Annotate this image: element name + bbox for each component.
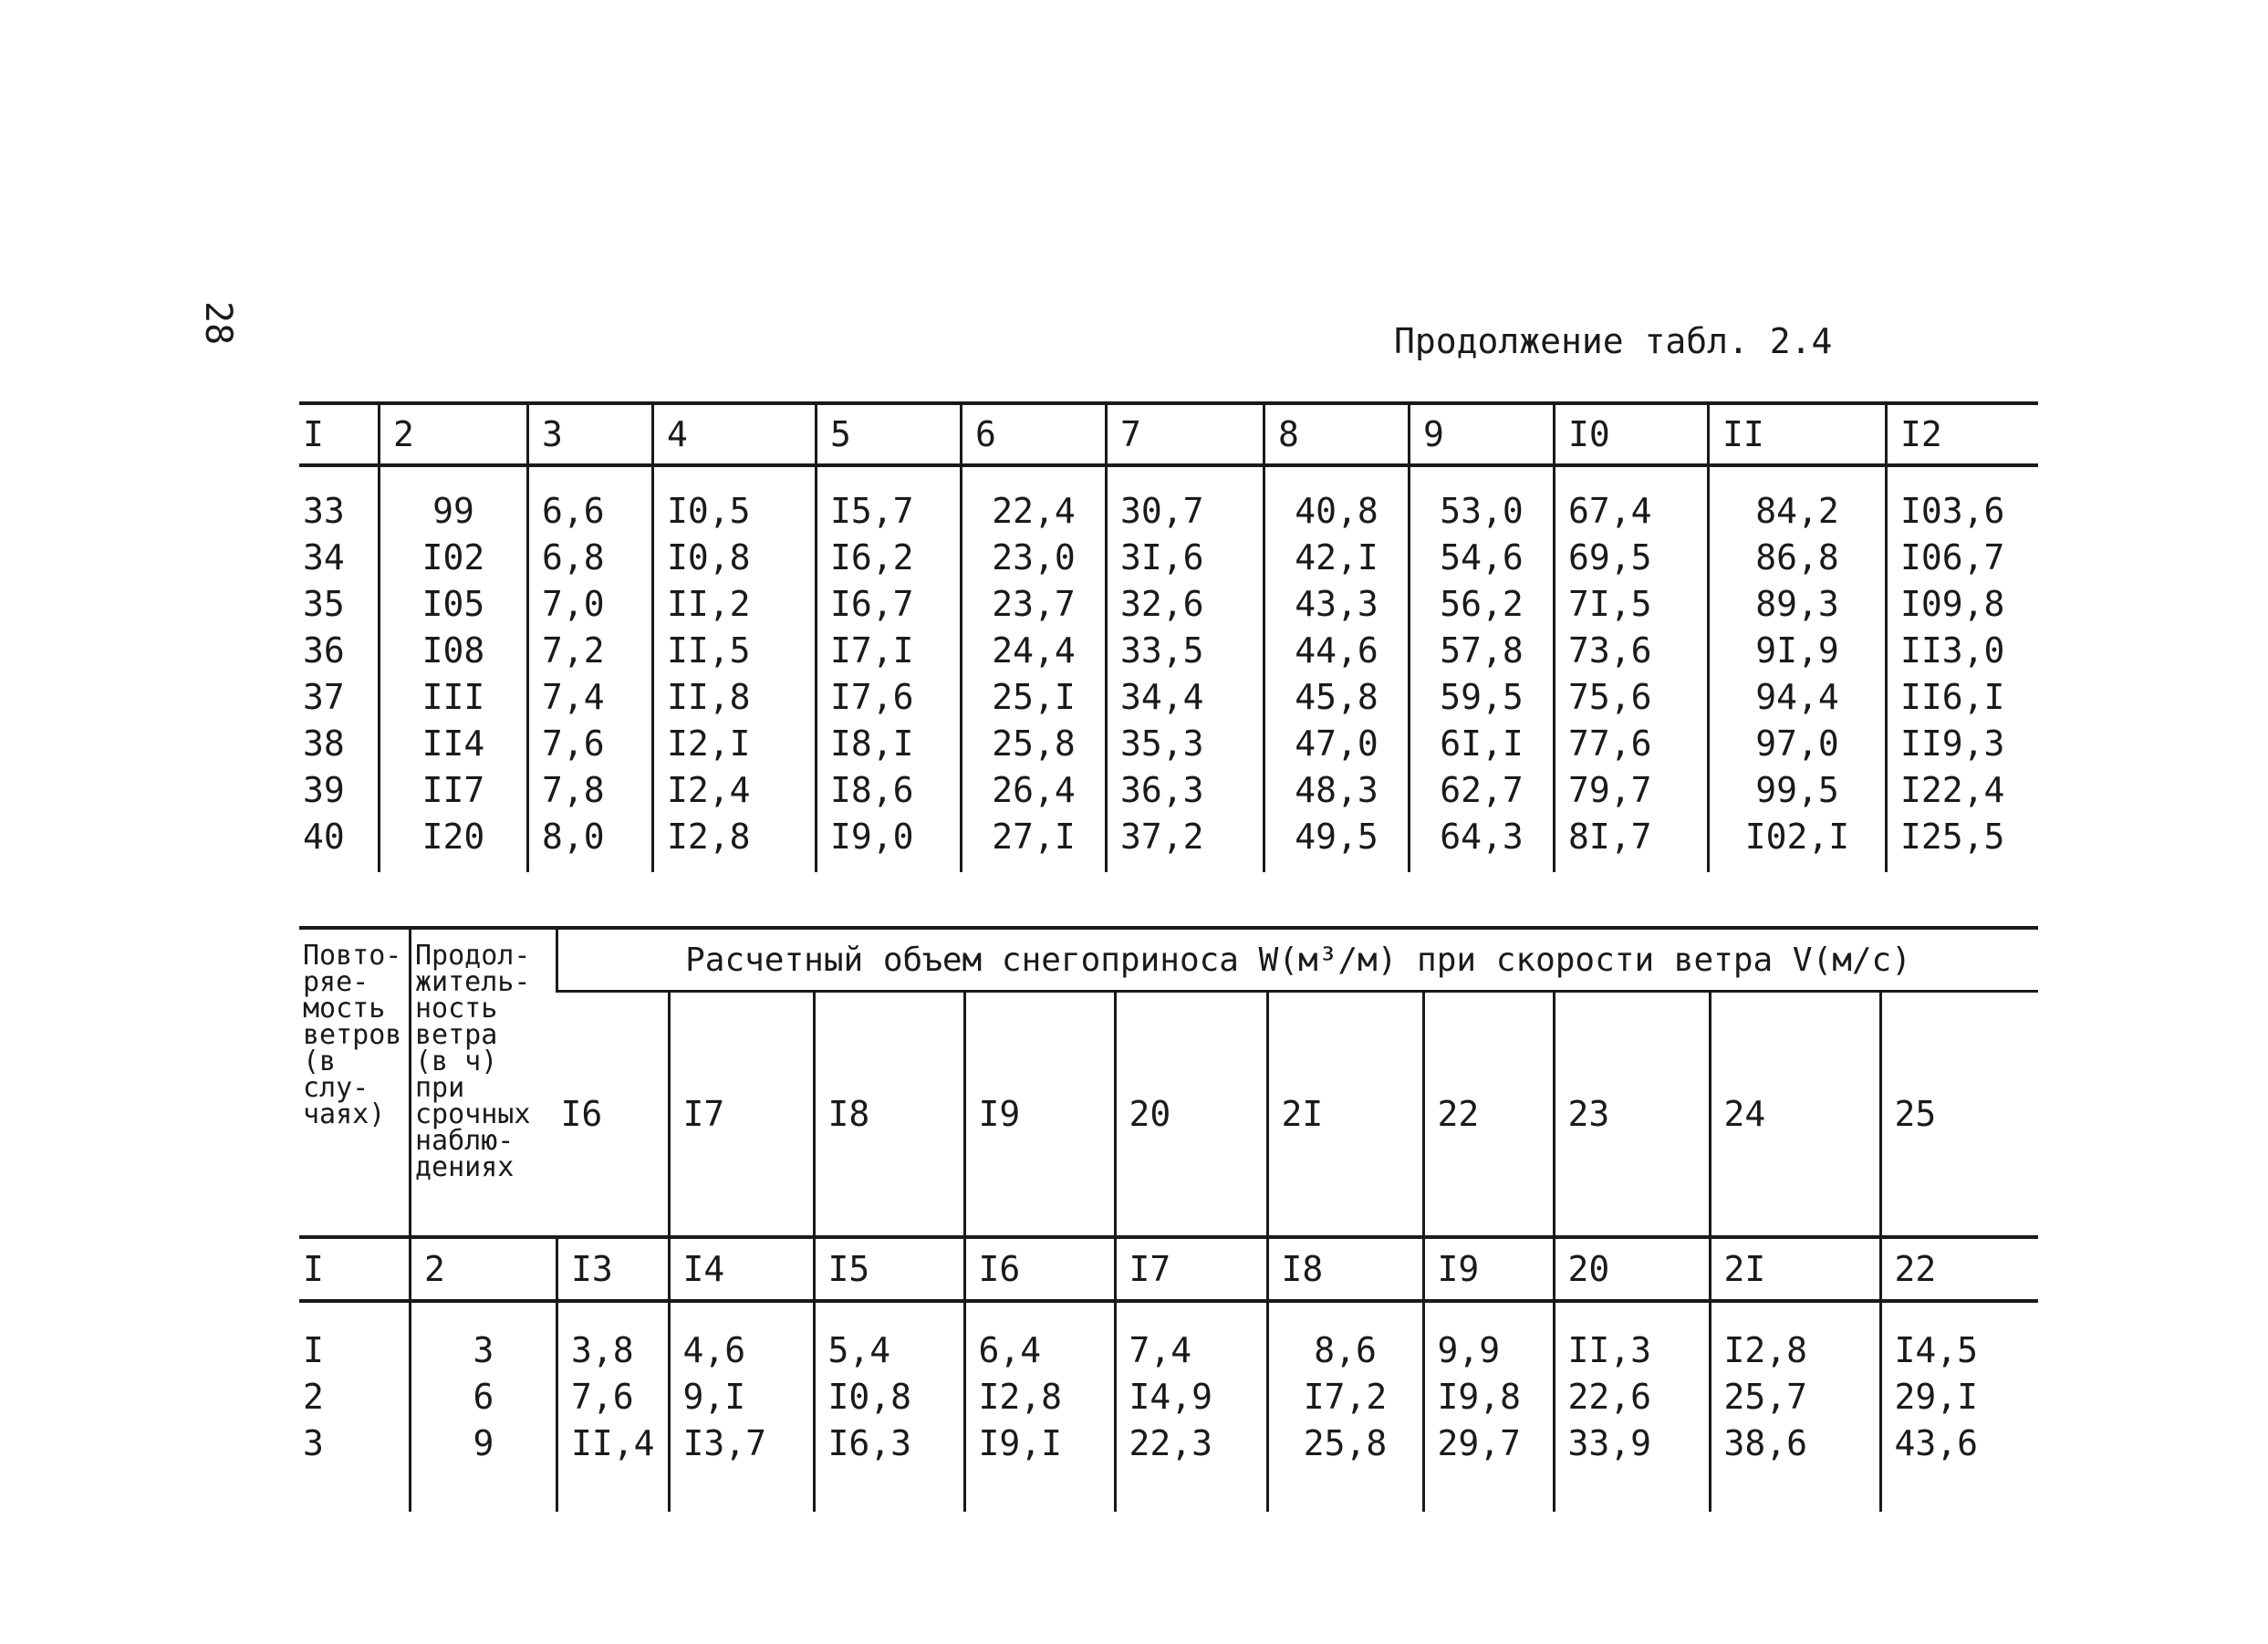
col-header: 3 (528, 403, 653, 465)
speed-header: I6 (560, 1094, 603, 1134)
table-cell: I5,7 (817, 465, 962, 534)
col-header-duration: Продол- житель- ность ветра (в ч) при срочных наблю- дениях (411, 928, 557, 1237)
table-cell: II9,3 (1887, 720, 2039, 766)
table-cell: I02,I (1709, 813, 1887, 872)
table-cell: 7,4 (528, 673, 653, 720)
table-cell: 79,7 (1555, 766, 1709, 813)
col-header: 8 (1264, 403, 1410, 465)
table-cell: 39 (303, 769, 345, 810)
table-cell: 25,I (962, 673, 1107, 720)
table-cell: 38,6 (1710, 1420, 1880, 1512)
col-header: I0 (1555, 403, 1709, 465)
table-cell: 67,4 (1555, 465, 1709, 534)
col-header: II (1709, 403, 1887, 465)
table-cell: 3I,6 (1107, 534, 1264, 580)
table-cell: 7I,5 (1555, 580, 1709, 627)
column-number: I8 (1267, 1237, 1423, 1301)
table-cell: 47,0 (1264, 720, 1410, 766)
table-cell: I2,4 (653, 766, 817, 813)
table-cell: 26,4 (962, 766, 1107, 813)
table-cell: 59,5 (1410, 673, 1555, 720)
table-cell: 40 (303, 816, 345, 857)
col-header-repeatability: Повто- ряе- мость ветров (в слу- чаях) (303, 940, 402, 1130)
table-row (299, 813, 2038, 872)
table-cell: 9I,9 (1709, 627, 1887, 673)
header-row-speeds (299, 992, 2038, 1238)
table-cell: 6 (411, 1373, 557, 1420)
table-cell: 42,I (1264, 534, 1410, 580)
table-cell: I4,9 (1115, 1373, 1267, 1420)
table-cell: 36 (303, 630, 345, 671)
table-cell: 29,I (1880, 1373, 2038, 1420)
table-cell: I09,8 (1887, 580, 2039, 627)
table-cell: 25,8 (1267, 1420, 1423, 1512)
table-cell: 34 (303, 536, 345, 577)
column-number: 2I (1710, 1237, 1880, 1301)
table-cell: 94,4 (1709, 673, 1887, 720)
header-row-title (299, 928, 2038, 992)
column-number: 20 (1554, 1237, 1710, 1301)
table-cell: I05 (380, 580, 528, 627)
table-cell: 27,I (962, 813, 1107, 872)
table-cell: 53,0 (1410, 465, 1555, 534)
table-cell: 57,8 (1410, 627, 1555, 673)
table-cell: 6,8 (528, 534, 653, 580)
table-cell: 22,3 (1115, 1420, 1267, 1512)
table-cell: 45,8 (1264, 673, 1410, 720)
table-cell: 7,6 (528, 720, 653, 766)
col-header: 7 (1107, 403, 1264, 465)
col-header: I2 (1887, 403, 2039, 465)
speed-header: I8 (814, 992, 964, 1238)
table-cell: 36,3 (1107, 766, 1264, 813)
table-cell: 75,6 (1555, 673, 1709, 720)
table-cell: 7,2 (528, 627, 653, 673)
speed-header: 20 (1115, 992, 1267, 1238)
table-cell: I02 (380, 534, 528, 580)
speed-header: 23 (1554, 992, 1710, 1238)
table-cell: I3,7 (669, 1420, 814, 1512)
table-row (299, 580, 2038, 627)
col-header: 9 (1410, 403, 1555, 465)
table-row (299, 1301, 2038, 1373)
table-cell: 5,4 (814, 1301, 964, 1373)
table-row (299, 673, 2038, 720)
table-cell: I2,8 (653, 813, 817, 872)
speed-header: 2I (1267, 992, 1423, 1238)
table-lower (299, 926, 2038, 1512)
speed-header: 22 (1423, 992, 1554, 1238)
table-cell: 64,3 (1410, 813, 1555, 872)
table-cell: 37,2 (1107, 813, 1264, 872)
page-number: 28 (197, 301, 239, 346)
table-cell: I08 (380, 627, 528, 673)
table-cell: I7,2 (1267, 1373, 1423, 1420)
col-header: 5 (817, 403, 962, 465)
table-cell: I06,7 (1887, 534, 2039, 580)
table-cell: II3,0 (1887, 627, 2039, 673)
speed-header: 24 (1710, 992, 1880, 1238)
table-cell: I7,I (817, 627, 962, 673)
table-cell: 44,6 (1264, 627, 1410, 673)
table-cell: 89,3 (1709, 580, 1887, 627)
table-cell: 3,8 (557, 1301, 670, 1373)
table-cell: I0,8 (653, 534, 817, 580)
table-cell: 24,4 (962, 627, 1107, 673)
table-row (299, 465, 2038, 534)
speed-header: I7 (669, 992, 814, 1238)
table-cell: 33,5 (1107, 627, 1264, 673)
table-cell: 23,0 (962, 534, 1107, 580)
table-cell: 6,4 (964, 1301, 1115, 1373)
table-cell: I6,3 (814, 1420, 964, 1512)
table-cell: I9,0 (817, 813, 962, 872)
table-cell: 73,6 (1555, 627, 1709, 673)
table-cell: 7,6 (557, 1373, 670, 1420)
table-cell: 7,4 (1115, 1301, 1267, 1373)
table-cell: I6,7 (817, 580, 962, 627)
table-cell: II6,I (1887, 673, 2039, 720)
table-cell: 29,7 (1423, 1420, 1554, 1512)
table-cell: 84,2 (1709, 465, 1887, 534)
column-number: 2 (411, 1237, 557, 1301)
table-cell: 7,8 (528, 766, 653, 813)
column-number: I7 (1115, 1237, 1267, 1301)
table-cell: 6I,I (1410, 720, 1555, 766)
table-cell: I2,I (653, 720, 817, 766)
table-cell: 40,8 (1264, 465, 1410, 534)
column-number: 22 (1880, 1237, 2038, 1301)
col-header: I (303, 414, 324, 454)
table-cell: I20 (380, 813, 528, 872)
table-cell: 25,7 (1710, 1373, 1880, 1420)
table-cell: I8,I (817, 720, 962, 766)
table-cell: 35 (303, 583, 345, 624)
table-cell: II,3 (1554, 1301, 1710, 1373)
col-header: 4 (653, 403, 817, 465)
table-cell: 38 (303, 723, 345, 764)
table-cell: 43,6 (1880, 1420, 2038, 1512)
table-cell: 48,3 (1264, 766, 1410, 813)
table-cell: 49,5 (1264, 813, 1410, 872)
span-header-snow-volume: Расчетный объем снегоприноса W(м³/м) при скорости ветра V(м/с) (557, 928, 2039, 992)
table-cell: I0,5 (653, 465, 817, 534)
table-cell: I2,8 (964, 1373, 1115, 1420)
table-cell: III (380, 673, 528, 720)
column-number: I4 (669, 1237, 814, 1301)
column-number: I5 (814, 1237, 964, 1301)
table-cell: II,4 (557, 1420, 670, 1512)
table-cell: 37 (303, 676, 345, 717)
table-cell: I0,8 (814, 1373, 964, 1420)
table-row (299, 534, 2038, 580)
table-cell: 9,I (669, 1373, 814, 1420)
column-number: I (303, 1249, 324, 1289)
table-cell: I2,8 (1710, 1301, 1880, 1373)
table-upper (299, 401, 2038, 872)
table-cell: 7,0 (528, 580, 653, 627)
table-cell: 56,2 (1410, 580, 1555, 627)
table-row (299, 1420, 2038, 1512)
header-row (299, 403, 2038, 465)
table-cell: 9 (411, 1420, 557, 1512)
table-cell: 99 (380, 465, 528, 534)
table-cell: 8,6 (1267, 1301, 1423, 1373)
table-cell: I7,6 (817, 673, 962, 720)
table-cell: 22,4 (962, 465, 1107, 534)
table-cell: 33 (303, 490, 345, 531)
table-cell: 3 (303, 1422, 324, 1463)
table-cell: II,2 (653, 580, 817, 627)
table-cell: I (303, 1329, 324, 1370)
column-number: I9 (1423, 1237, 1554, 1301)
table-cell: 97,0 (1709, 720, 1887, 766)
speed-header: 25 (1880, 992, 2038, 1238)
table-cell: 34,4 (1107, 673, 1264, 720)
table-cell: 33,9 (1554, 1420, 1710, 1512)
column-number: I3 (557, 1237, 670, 1301)
table-cell: I8,6 (817, 766, 962, 813)
table-cell: II7 (380, 766, 528, 813)
table-cell: I4,5 (1880, 1301, 2038, 1373)
table-cell: 3 (411, 1301, 557, 1373)
table-cell: 32,6 (1107, 580, 1264, 627)
column-number: I6 (964, 1237, 1115, 1301)
table-cell: 25,8 (962, 720, 1107, 766)
table-cell: 54,6 (1410, 534, 1555, 580)
table-cell: 43,3 (1264, 580, 1410, 627)
table-cell: I9,8 (1423, 1373, 1554, 1420)
table-row (299, 766, 2038, 813)
table-cell: 8I,7 (1555, 813, 1709, 872)
col-header: 6 (962, 403, 1107, 465)
header-row-column-numbers (299, 1237, 2038, 1301)
table-row (299, 1373, 2038, 1420)
table-cell: 2 (303, 1376, 324, 1417)
table-row (299, 720, 2038, 766)
table-caption: Продолжение табл. 2.4 (1394, 321, 1833, 361)
table-cell: II4 (380, 720, 528, 766)
table-cell: 62,7 (1410, 766, 1555, 813)
table-cell: 35,3 (1107, 720, 1264, 766)
table-cell: 86,8 (1709, 534, 1887, 580)
table-cell: I9,I (964, 1420, 1115, 1512)
table-cell: 9,9 (1423, 1301, 1554, 1373)
table-cell: 69,5 (1555, 534, 1709, 580)
table-cell: 22,6 (1554, 1373, 1710, 1420)
table-row (299, 627, 2038, 673)
table-cell: I22,4 (1887, 766, 2039, 813)
table-cell: 4,6 (669, 1301, 814, 1373)
table-cell: II,5 (653, 627, 817, 673)
speed-header: I9 (964, 992, 1115, 1238)
table-cell: 99,5 (1709, 766, 1887, 813)
table-cell: I6,2 (817, 534, 962, 580)
table-cell: 77,6 (1555, 720, 1709, 766)
table-cell: 30,7 (1107, 465, 1264, 534)
col-header: 2 (380, 403, 528, 465)
table-cell: I25,5 (1887, 813, 2039, 872)
table-cell: II,8 (653, 673, 817, 720)
table-cell: 6,6 (528, 465, 653, 534)
table-cell: 8,0 (528, 813, 653, 872)
table-cell: I03,6 (1887, 465, 2039, 534)
table-cell: 23,7 (962, 580, 1107, 627)
